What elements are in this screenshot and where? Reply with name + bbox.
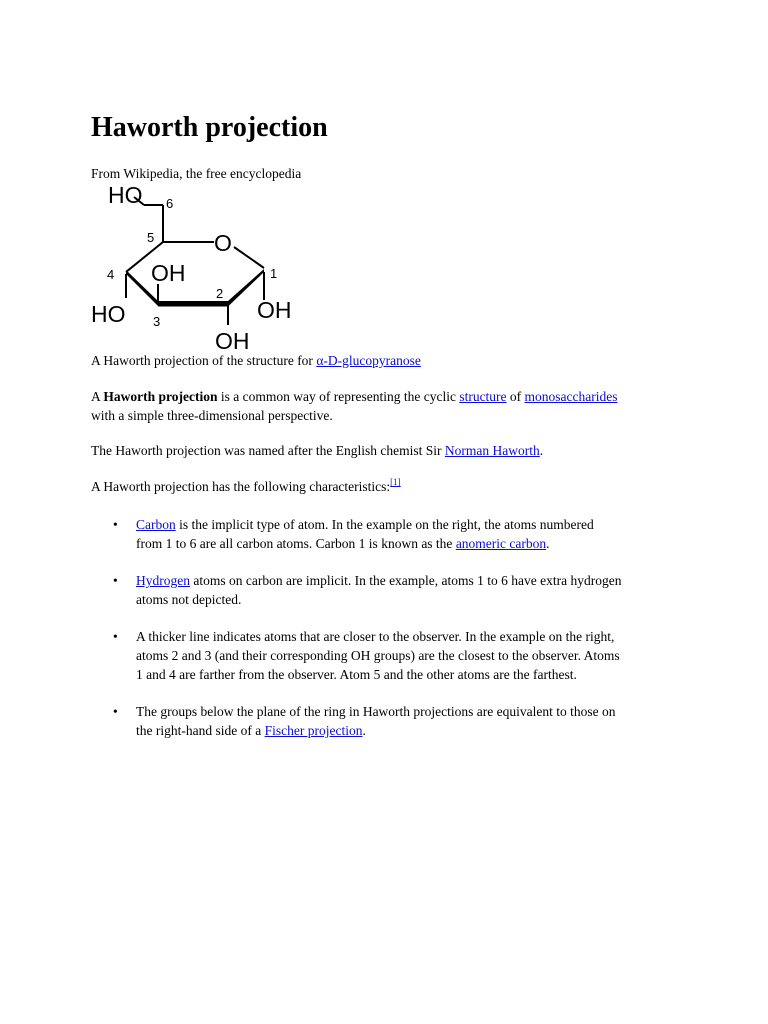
label-3: 3 (153, 314, 161, 329)
term-bold: Haworth projection (103, 389, 218, 404)
named-paragraph: The Haworth projection was named after the English chemist Sir Norman Haworth. (91, 443, 544, 458)
link-monosaccharides[interactable]: monosaccharides (524, 389, 618, 404)
characteristics-paragraph: A Haworth projection has the following characteristics:[1] (91, 477, 401, 494)
label-2: 2 (216, 286, 224, 301)
label-oh-right: OH (257, 297, 292, 323)
label-4: 4 (107, 267, 115, 282)
bullet-icon: • (113, 517, 118, 532)
link-alpha-d-glucopyranose[interactable]: α-D-glucopyranose (316, 353, 421, 368)
page-title: Haworth projection (91, 112, 328, 143)
label-6: 6 (166, 196, 174, 211)
source-line: From Wikipedia, the free encyclopedia (91, 166, 302, 181)
link-structure[interactable]: structure (459, 389, 507, 404)
bullet-icon: • (113, 573, 118, 588)
reference-link[interactable]: [1] (390, 477, 401, 487)
label-ho-top: HO (108, 182, 143, 208)
bullet-icon: • (113, 629, 118, 644)
bullet-icon: • (113, 704, 118, 719)
label-oh-bottom: OH (215, 328, 250, 354)
bond-o-c1 (234, 247, 264, 268)
list-item: • A thicker line indicates atoms that are closer to the observer. In the example on the right, atoms 2 and 3 (and their corresponding OH groups) are the closest to the observer. Atoms 1 and 4 are farther from the observer. Atom 5 and the other atoms are the farthest. (113, 629, 620, 682)
link-anomeric-carbon[interactable]: anomeric carbon (455, 536, 547, 551)
characteristics-list (91, 515, 691, 758)
link-norman-haworth[interactable]: Norman Haworth (444, 443, 540, 458)
intro-paragraph: A Haworth projection is a common way of representing the cyclic structure of monosaccharides with a simple three-dimensional perspective. (91, 389, 618, 423)
link-fischer-projection[interactable]: Fischer projection (264, 723, 363, 738)
bond-c3-c2-bold (158, 301, 228, 307)
label-oh-c3: OH (151, 260, 186, 286)
link-hydrogen[interactable]: Hydrogen (136, 573, 190, 588)
link-carbon[interactable]: Carbon (136, 517, 176, 532)
list-item: • Hydrogen atoms on carbon are implicit. In the example, atoms 1 to 6 have extra hydrogen atoms not depicted. (113, 573, 622, 607)
list-item: • The groups below the plane of the ring in Haworth projections are equivalent to those on the right-hand side of a Fischer projection. (113, 704, 616, 738)
figure-caption: A Haworth projection of the structure for α-D-glucopyranose (91, 353, 421, 368)
label-ho-left: HO (91, 301, 126, 327)
label-o-ring: O (214, 230, 232, 256)
haworth-structure-diagram (88, 180, 318, 355)
list-item: • Carbon is the implicit type of atom. In the example on the right, the atoms numbered from 1 to 6 are all carbon atoms. Carbon 1 is known as the anomeric carbon. (113, 517, 594, 551)
label-1: 1 (270, 266, 278, 281)
label-5: 5 (147, 230, 155, 245)
